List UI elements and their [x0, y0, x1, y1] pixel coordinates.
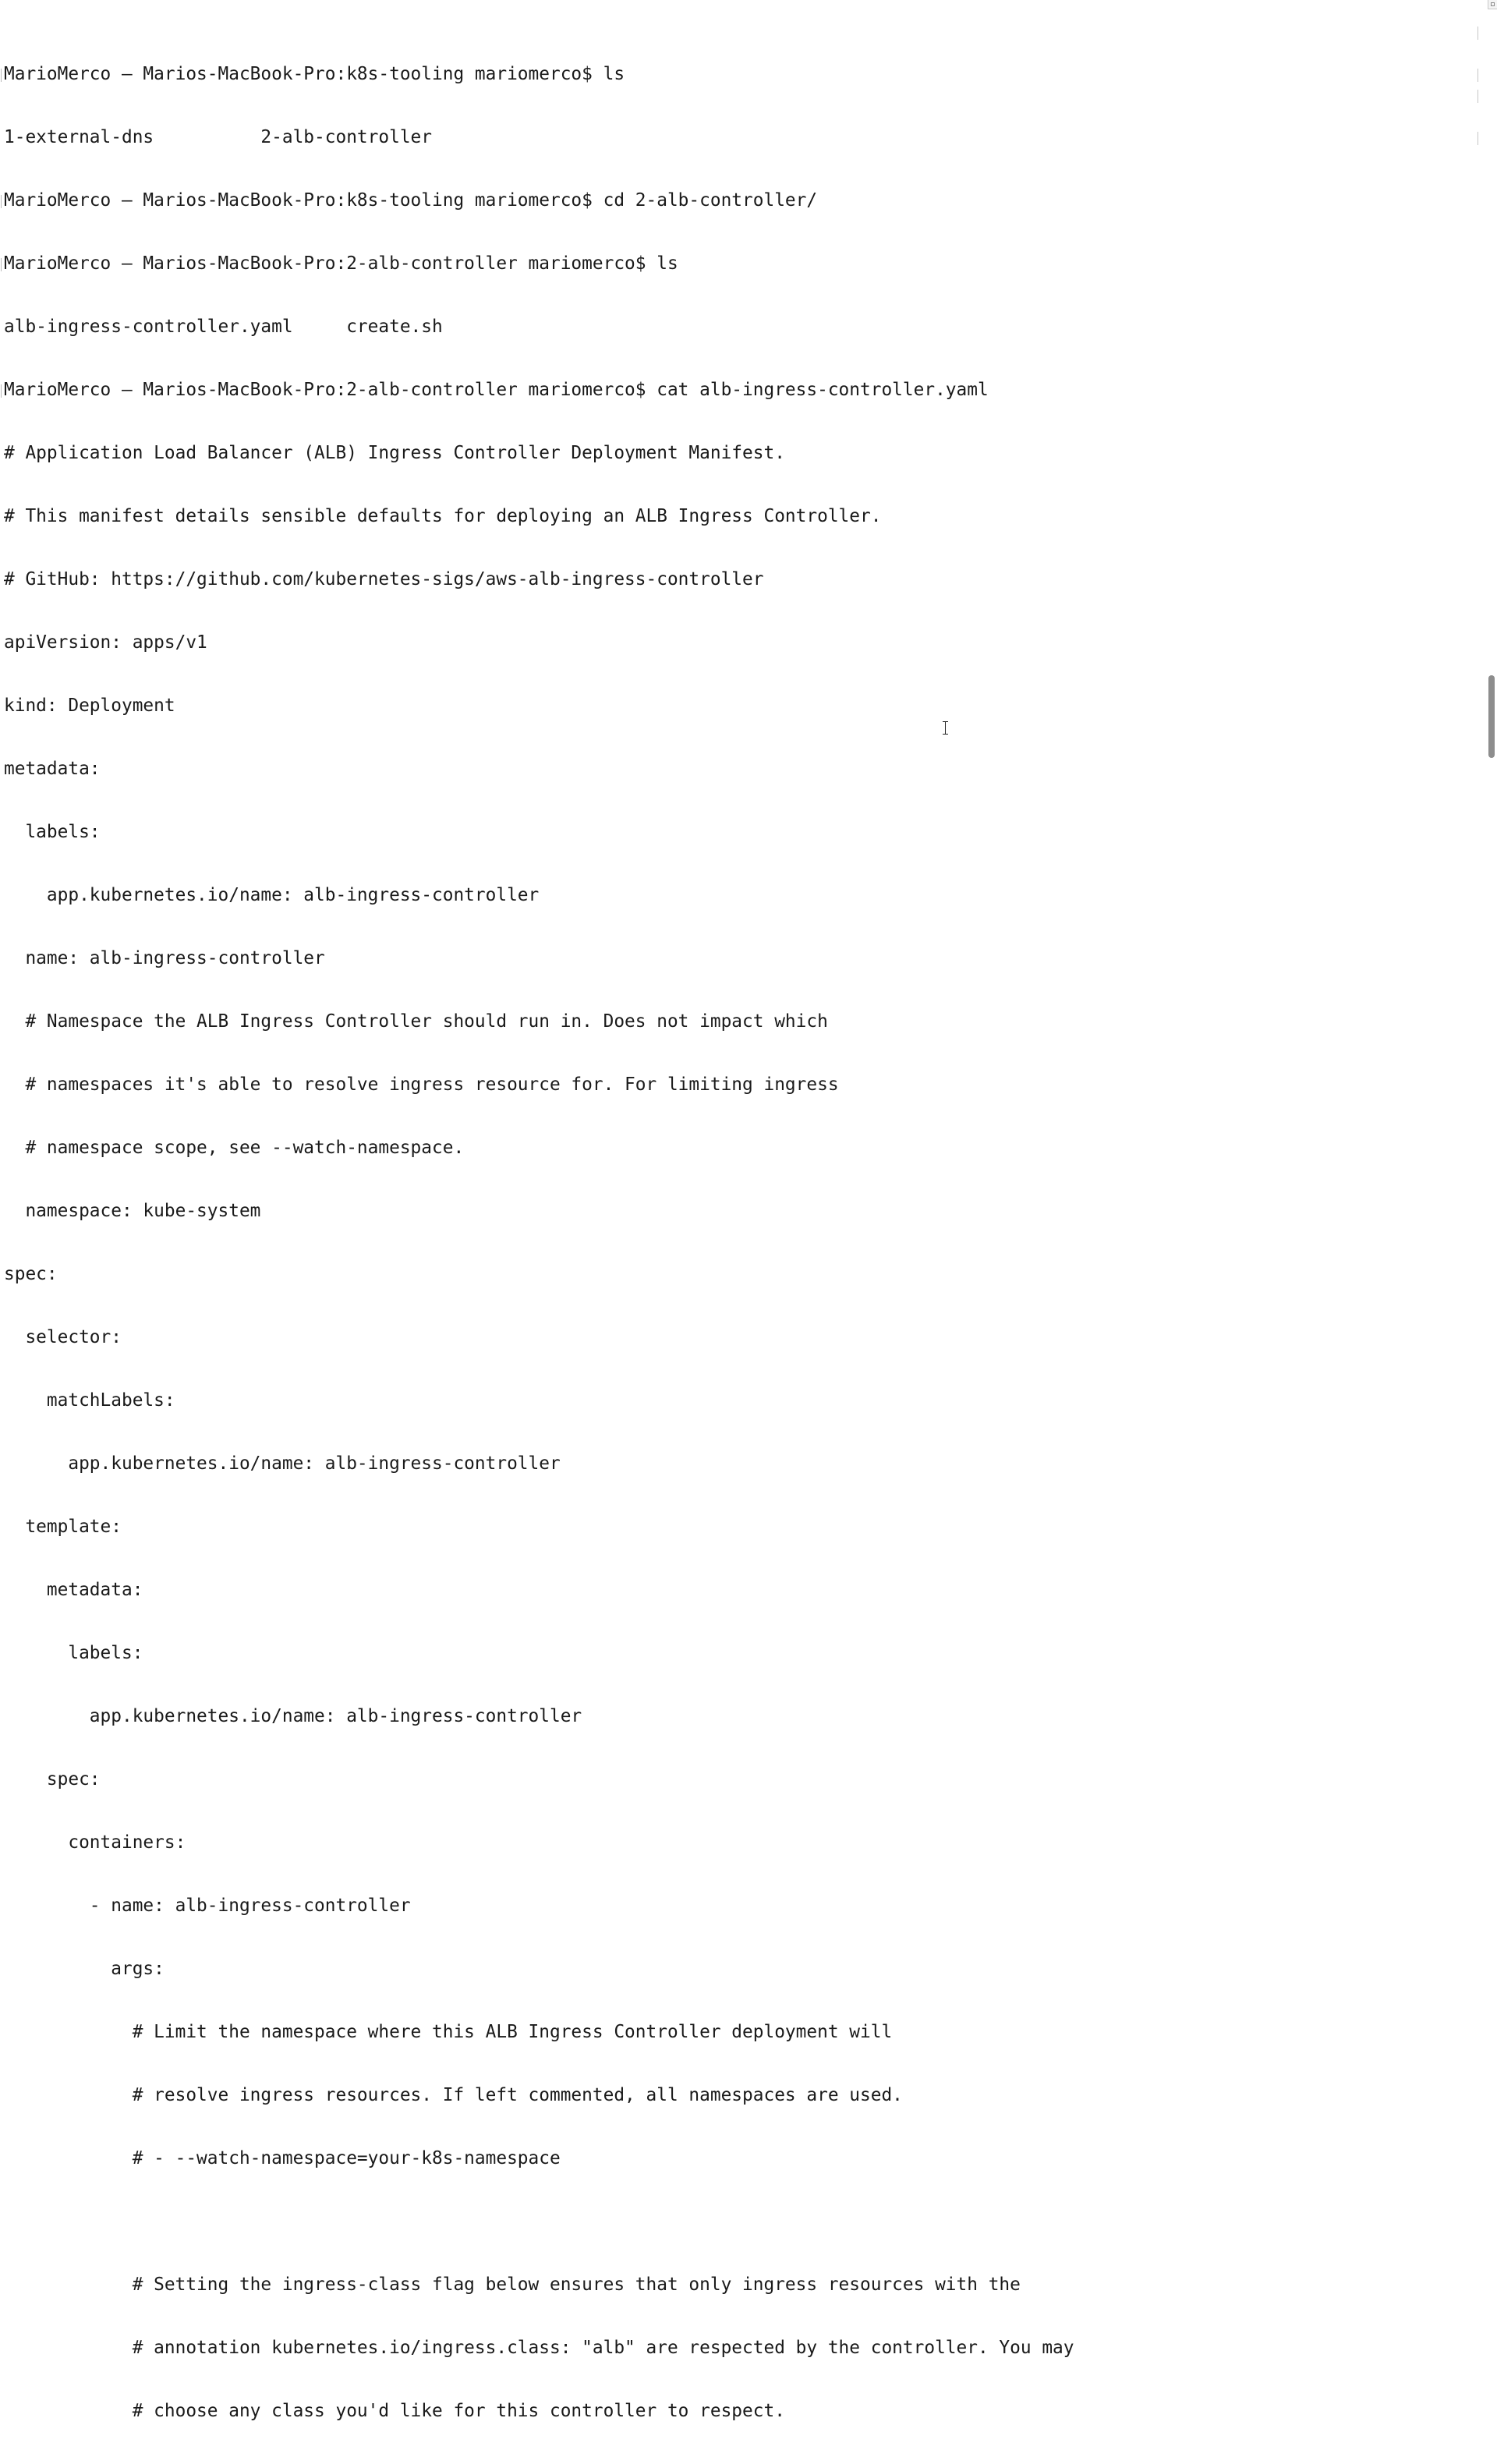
terminal-line: matchLabels:	[4, 1390, 175, 1411]
terminal-line: metadata:	[4, 1580, 143, 1600]
terminal-line: labels:	[4, 822, 101, 842]
terminal-line: # Limit the namespace where this ALB Ingress Controller deployment will	[4, 2022, 893, 2042]
terminal-line: # annotation kubernetes.io/ingress.class: "alb" are respected by the controller. You may	[4, 2338, 1074, 2358]
i-beam-cursor-icon	[942, 721, 949, 735]
terminal-line: containers:	[4, 1832, 186, 1853]
terminal-line: # Namespace the ALB Ingress Controller should run in. Does not impact which	[4, 1011, 828, 1032]
terminal-line: metadata:	[4, 759, 101, 779]
terminal-line: # Setting the ingress-class flag below ensures that only ingress resources with the	[4, 2275, 1021, 2295]
terminal-line: kind: Deployment	[4, 696, 175, 716]
vertical-scrollbar[interactable]	[1485, 0, 1497, 842]
terminal-line: selector:	[4, 1327, 122, 1347]
terminal-line: labels:	[4, 1643, 143, 1663]
terminal-line: # This manifest details sensible defaults for deploying an ALB Ingress Controller.	[4, 506, 882, 526]
terminal-line: - name: alb-ingress-controller	[4, 1896, 411, 1916]
terminal-line: # resolve ingress resources. If left commented, all namespaces are used.	[4, 2085, 903, 2105]
terminal-line: MarioMerco – Marios-MacBook-Pro:2-alb-controller mariomerco$ ls	[4, 253, 1470, 274]
terminal-line: 1-external-dns 2-alb-controller	[4, 127, 432, 147]
terminal-line: app.kubernetes.io/name: alb-ingress-controller	[4, 885, 540, 905]
terminal-line: app.kubernetes.io/name: alb-ingress-controller	[4, 1706, 582, 1726]
terminal-line: namespace: kube-system	[4, 1201, 261, 1221]
terminal-line: spec:	[4, 1769, 101, 1790]
terminal-line: # Application Load Balancer (ALB) Ingress Controller Deployment Manifest.	[4, 443, 785, 463]
scrollbar-thumb[interactable]	[1488, 675, 1495, 758]
terminal-line: # GitHub: https://github.com/kubernetes-sigs/aws-alb-ingress-controller	[4, 569, 764, 589]
terminal-line: template:	[4, 1517, 122, 1537]
terminal-line: spec:	[4, 1264, 58, 1284]
terminal-line: # choose any class you'd like for this controller to respect.	[4, 2401, 785, 2421]
terminal-line: app.kubernetes.io/name: alb-ingress-controller	[4, 1453, 561, 1474]
terminal-line: apiVersion: apps/v1	[4, 632, 207, 653]
terminal-line: # namespaces it's able to resolve ingress resource for. For limiting ingress	[4, 1074, 839, 1095]
terminal-line: args:	[4, 1959, 165, 1979]
terminal-line: # - --watch-namespace=your-k8s-namespace	[4, 2148, 561, 2168]
terminal-line: # namespace scope, see --watch-namespace.	[4, 1138, 465, 1158]
terminal-line: MarioMerco – Marios-MacBook-Pro:2-alb-controller mariomerco$ cat alb-ingress-controller.yaml	[4, 380, 1470, 401]
terminal-line: alb-ingress-controller.yaml create.sh	[4, 317, 443, 337]
terminal-output[interactable]	[4, 22, 1470, 2464]
terminal-line: MarioMerco – Marios-MacBook-Pro:k8s-tooling mariomerco$ ls	[4, 64, 1470, 85]
terminal-line	[4, 2211, 1470, 2232]
terminal-line: name: alb-ingress-controller	[4, 948, 325, 968]
terminal-line: MarioMerco – Marios-MacBook-Pro:k8s-tooling mariomerco$ cd 2-alb-controller/	[4, 190, 1470, 211]
